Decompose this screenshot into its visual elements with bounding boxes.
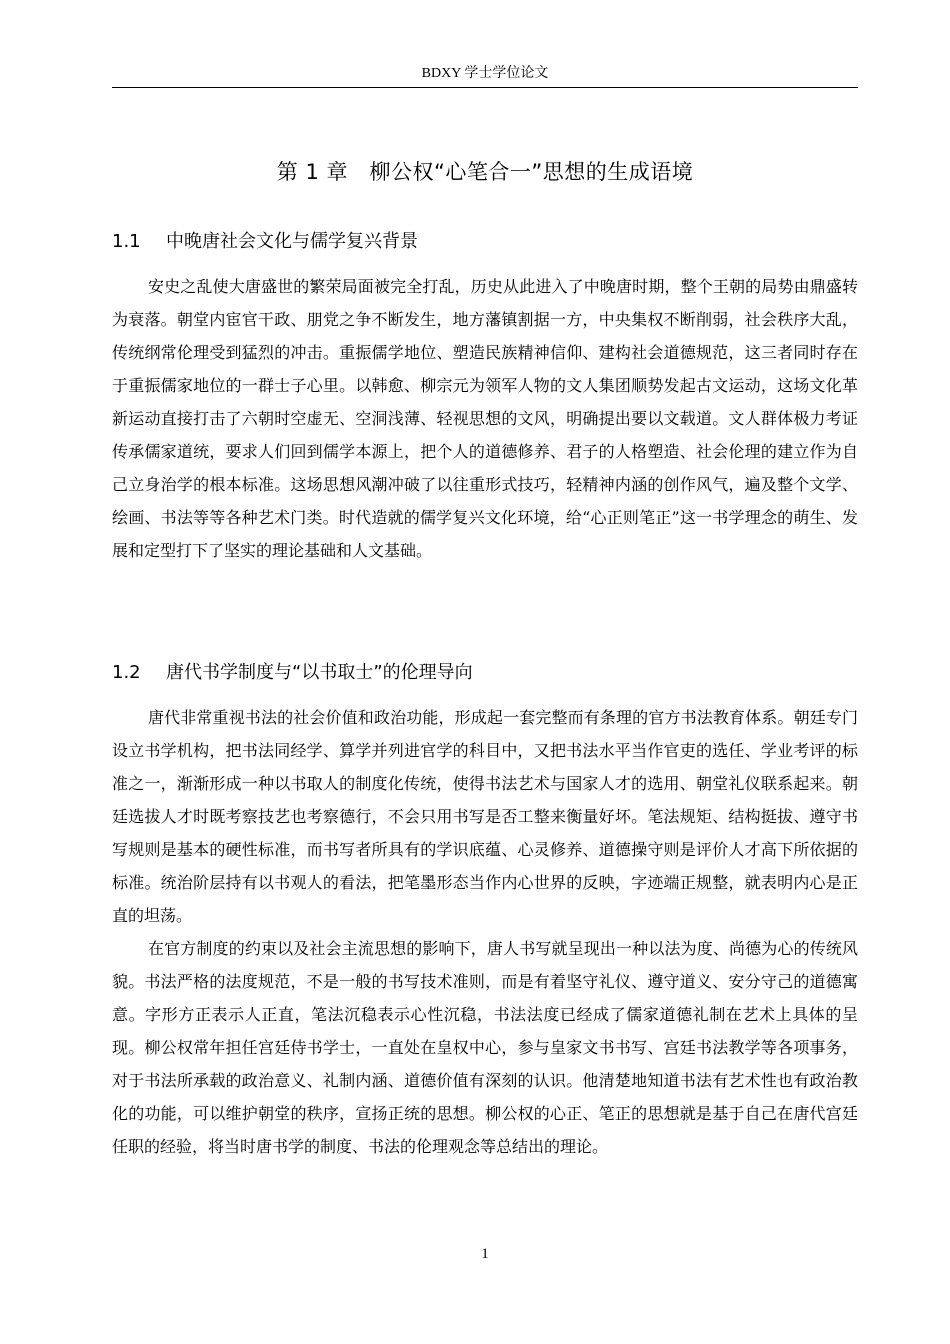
section-number: 1.1 <box>112 231 141 252</box>
header-rule <box>112 87 858 88</box>
running-header: BDXY 学士学位论文 <box>421 66 549 81</box>
section-title: 唐代书学制度与“以书取士”的伦理导向 <box>166 662 473 683</box>
chapter-title: 第 1 章 柳公权“心笔合一”思想的生成语境 <box>276 160 694 184</box>
section-1-2 <box>112 659 858 1163</box>
section-number: 1.2 <box>112 662 141 683</box>
page-number: 1 <box>481 1246 489 1262</box>
body-paragraph: 在官方制度的约束以及社会主流思想的影响下，唐人书写就呈现出一种以法为度、尚德为心的传统风貌。书法严格的法度规范，不是一般的书写技术准则，而是有着坚守礼仪、遵守道义、安分守己的道德寓意。字形方正表示人正直，笔法沉稳表示心性沉稳，书法法度已经成了儒家道德礼制在艺术上具体的呈现。柳公权常年担任宫廷侍书学士，一直处在皇权中心，参与皇家文书书写、宫廷书法教学等各项事务，对于书法所承载的政治意义、礼制内涵、道德价值有深刻的认识。他清楚地知道书法有艺术性也有政治教化的功能，可以维护朝堂的秩序，宣扬正统的思想。柳公权的心正、笔正的思想就是基于自己在唐代宫廷任职的经验，将当时唐书学的制度、书法的伦理观念等总结出的理论。 <box>112 939 858 1156</box>
section-heading <box>112 228 858 256</box>
section-1-1 <box>112 228 858 567</box>
body-paragraph: 安史之乱使大唐盛世的繁荣局面被完全打乱，历史从此进入了中晚唐时期，整个王朝的局势由鼎盛转为衰落。朝堂内宦官干政、朋党之争不断发生，地方藩镇割据一方，中央集权不断削弱，社会秩序大乱，传统纲常伦理受到猛烈的冲击。重振儒学地位、塑造民族精神信仰、建构社会道德规范，这三者同时存在于重振儒家地位的一群士子心里。以韩愈、柳宗元为领军人物的文人集团顺势发起古文运动，这场文化革新运动直接打击了六朝时空虚无、空洞浅薄、轻视思想的文风，明确提出要以文载道。文人群体极力考证传承儒家道统，要求人们回到儒学本源上，把个人的道德修养、君子的人格塑造、社会伦理的建立作为自己立身治学的根本标准。这场思想风潮冲破了以往重形式技巧，轻精神内涵的创作风气，遍及整个文学、绘画、书法等等各种艺术门类。时代造就的儒学复兴文化环境，给“心正则笔正”这一书学理念的萌生、发展和定型打下了坚实的理论基础和人文基础。 <box>112 277 858 560</box>
section-heading <box>112 659 858 687</box>
section-title: 中晚唐社会文化与儒学复兴背景 <box>166 231 418 252</box>
body-paragraph: 唐代非常重视书法的社会价值和政治功能，形成起一套完整而有条理的官方书法教育体系。朝廷专门设立书学机构，把书法同经学、算学并列进官学的科目中，又把书法水平当作官吏的选任、学业考评的标准之一，渐渐形成一种以书取人的制度化传统，使得书法艺术与国家人才的选用、朝堂礼仪联系起来。朝廷选拔人才时既考察技艺也考察德行，不会只用书写是否工整来衡量好坏。笔法规矩、结构挺拔、遵守书写规则是基本的硬性标准，而书写者所具有的学识底蕴、心灵修养、道德操守则是评价人才高下所依据的标准。统治阶层持有以书观人的看法，把笔墨形态当作内心世界的反映，字迹端正规整，就表明内心是正直的坦荡。 <box>112 708 858 925</box>
